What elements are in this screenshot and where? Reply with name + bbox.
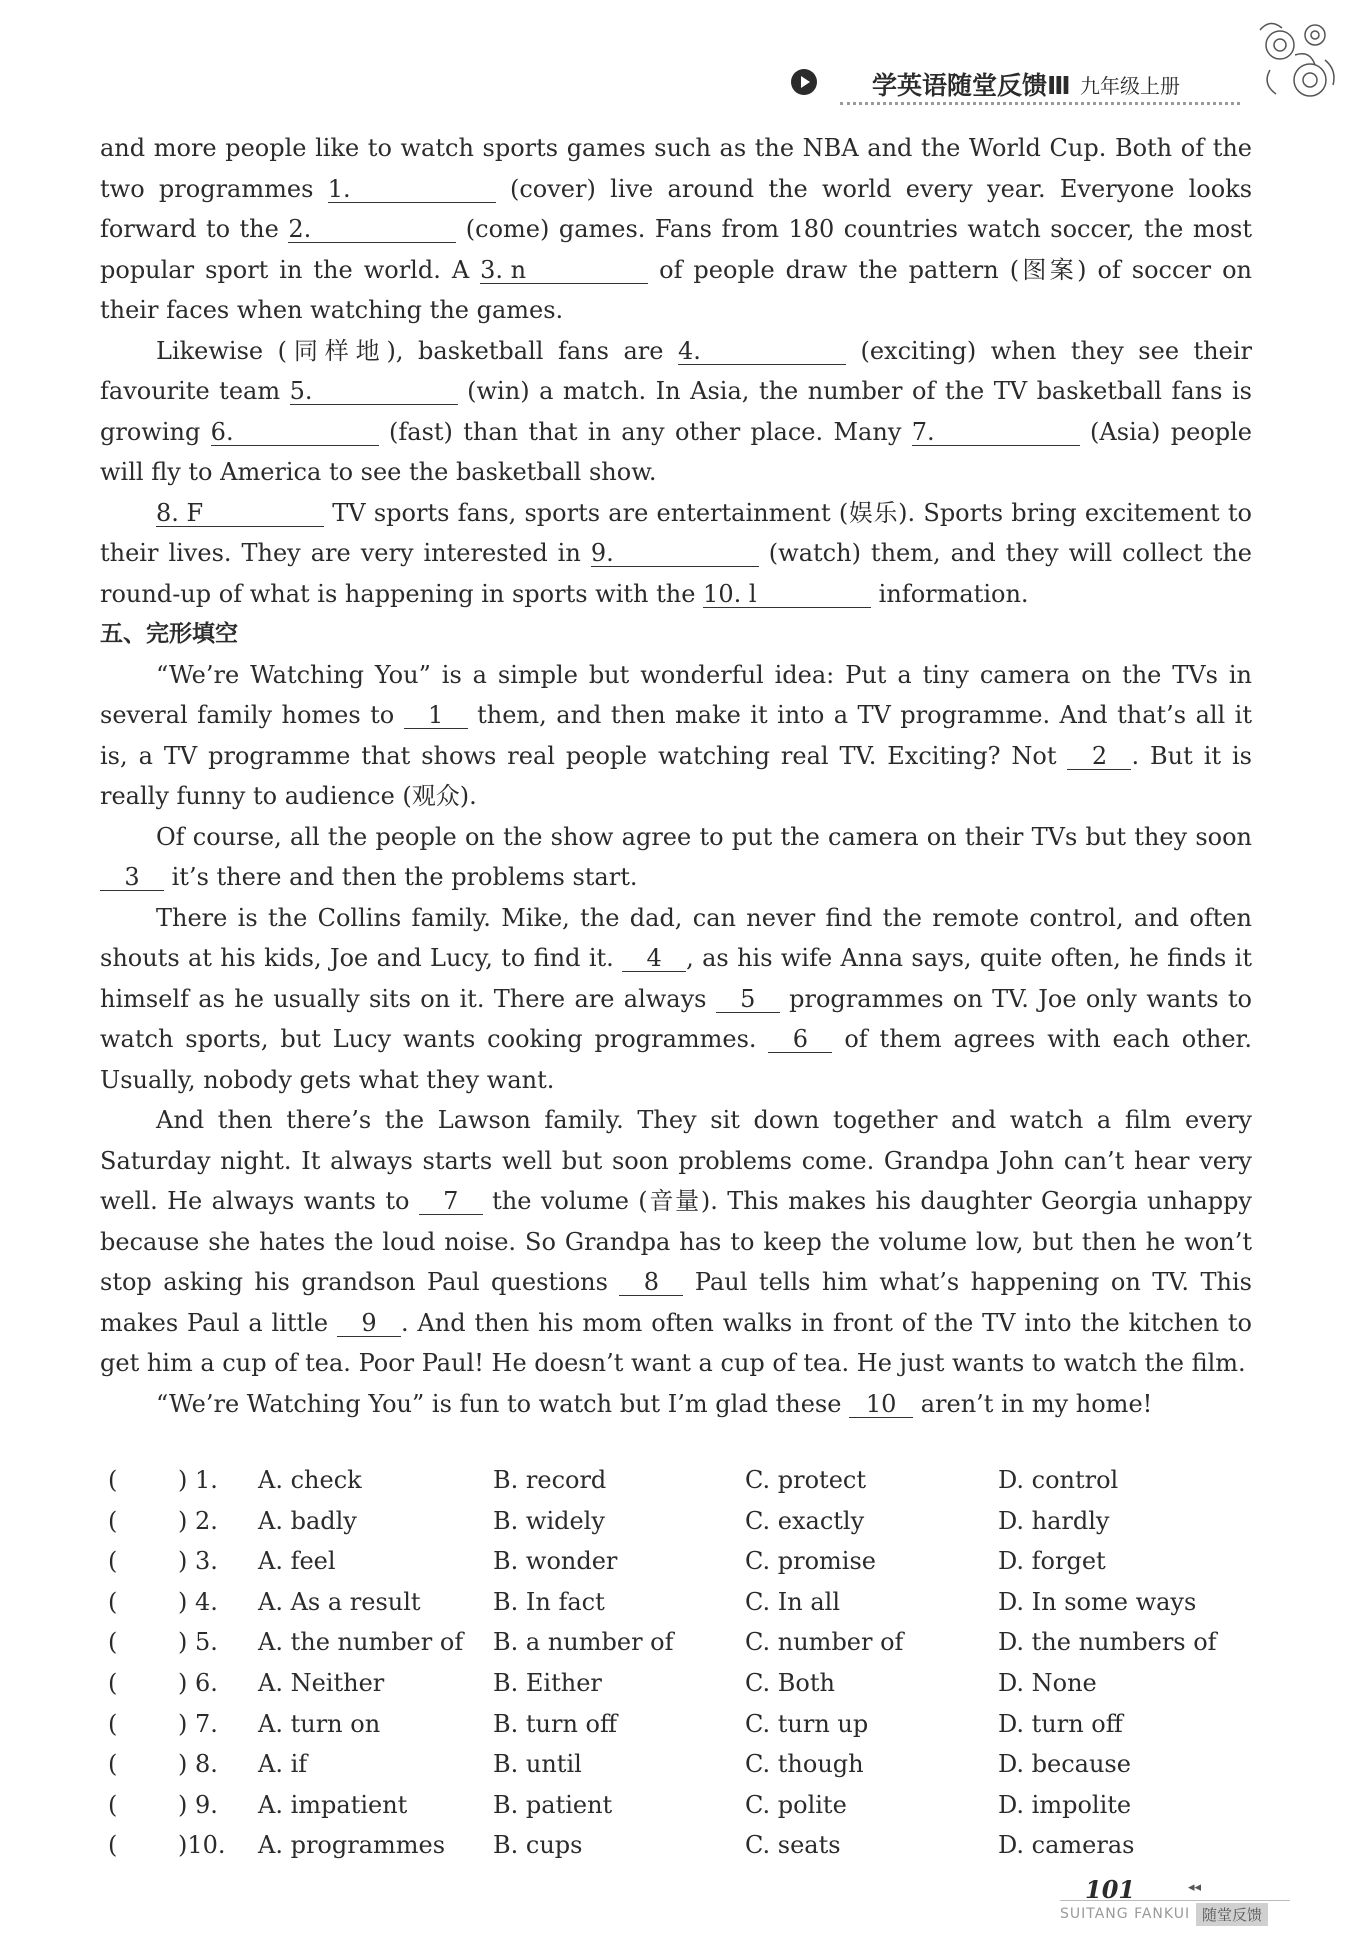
- option-b[interactable]: B. In fact: [493, 1587, 605, 1616]
- option-b[interactable]: B. until: [493, 1750, 582, 1779]
- cloze-blank[interactable]: 4: [622, 945, 686, 972]
- option-a[interactable]: A. the number of: [258, 1628, 464, 1657]
- book-title: 学英语随堂反馈Ⅲ: [872, 71, 1071, 100]
- answer-slot[interactable]: (: [108, 1587, 118, 1616]
- section-heading: 五、完形填空: [100, 621, 238, 647]
- cloze-blank[interactable]: 3: [100, 864, 164, 891]
- option-c[interactable]: C. exactly: [745, 1506, 865, 1535]
- question-number: ) 9.: [178, 1790, 218, 1819]
- question-number: ) 3.: [178, 1547, 218, 1576]
- question-row: [108, 1791, 1248, 1832]
- option-c[interactable]: C. polite: [745, 1790, 847, 1819]
- option-a[interactable]: A. Neither: [258, 1668, 385, 1697]
- paragraph: Of course, all the people on the show agree to put the camera on their TVs but they soon 3 it’s there and then the problems start.: [100, 817, 1252, 898]
- question-number: ) 2.: [178, 1506, 218, 1535]
- answer-slot[interactable]: (: [108, 1547, 118, 1576]
- arrow-left-icon: ◂◂: [1188, 1880, 1202, 1895]
- option-c[interactable]: C. promise: [745, 1547, 877, 1576]
- answer-slot[interactable]: (: [108, 1831, 118, 1860]
- cloze-blank[interactable]: 8: [619, 1269, 683, 1296]
- book-subtitle: 九年级上册: [1080, 74, 1180, 98]
- cloze-blank[interactable]: 6: [768, 1026, 832, 1053]
- answer-slot[interactable]: (: [108, 1506, 118, 1535]
- paragraph: Likewise (同样地), basketball fans are 4. (exciting) when they see their favourite team 5. (win) a match. In Asia, the number of the TV basketball fans is growing 6. (fast) than that in any other place. Many 7. (Asia) people will fly to America to see the basketball show.: [100, 336, 1253, 486]
- answer-slot[interactable]: (: [108, 1628, 118, 1657]
- option-d[interactable]: D. the numbers of: [998, 1628, 1217, 1657]
- question-number: )10.: [178, 1831, 226, 1860]
- cloze-blank[interactable]: 5: [716, 986, 780, 1013]
- option-c[interactable]: C. seats: [745, 1831, 841, 1860]
- play-icon: [790, 68, 818, 96]
- option-d[interactable]: D. hardly: [998, 1506, 1110, 1535]
- option-b[interactable]: B. Either: [493, 1668, 602, 1697]
- option-b[interactable]: B. turn off: [493, 1709, 618, 1738]
- cloze-blank[interactable]: 9: [337, 1310, 401, 1337]
- paragraph: And then there’s the Lawson family. They sit down together and watch a film every Saturday night. It always starts well but soon problems come. Grandpa John can’t hear very well. He always wants to 7 the volume (音量). This makes his daughter Georgia unhappy because she hates the loud noise. So Grandpa has to keep the volume low, but then he won’t stop asking his grandson Paul questions 8 Paul tells him what’s happening on TV. This makes Paul a little 9 . And then his mom often walks in front of the TV into the kitchen to get him a cup of tea. Poor Paul! He doesn’t want a cup of tea. He just wants to watch the film.: [100, 1106, 1253, 1377]
- answer-slot[interactable]: (: [108, 1750, 118, 1779]
- question-row: [108, 1466, 1248, 1507]
- page-number: 101: [1085, 1875, 1136, 1904]
- cloze-blank[interactable]: 2: [1067, 743, 1131, 770]
- answer-blank[interactable]: 8. F: [156, 500, 324, 527]
- answer-blank[interactable]: 1.: [328, 176, 496, 203]
- option-d[interactable]: D. because: [998, 1750, 1131, 1779]
- option-d[interactable]: D. turn off: [998, 1709, 1123, 1738]
- content-area: [100, 128, 1252, 1424]
- question-row: [108, 1831, 1248, 1872]
- question-number: ) 5.: [178, 1628, 218, 1657]
- option-a[interactable]: A. As a result: [258, 1587, 421, 1616]
- answer-blank[interactable]: 3. n: [480, 257, 648, 284]
- option-c[interactable]: C. number of: [745, 1628, 904, 1657]
- option-b[interactable]: B. cups: [493, 1831, 583, 1860]
- paragraph: There is the Collins family. Mike, the dad, can never find the remote control, and often shouts at his kids, Joe and Lucy, to find it. 4 , as his wife Anna says, quite often, he finds it himself as he usually sits on it. There are always 5 programmes on TV. Joe only wants to watch sports, but Lucy wants cooking programmes. 6 of them agrees with each other. Usually, nobody gets what they want.: [100, 903, 1253, 1094]
- option-a[interactable]: A. turn on: [258, 1709, 381, 1738]
- answer-slot[interactable]: (: [108, 1466, 118, 1494]
- paragraph: 8. F TV sports fans, sports are entertainment (娱乐). Sports bring excitement to their lives. They are very interested in 9. (watch) them, and they will collect the round-up of what is happening in sports with the 10. l information.: [100, 498, 1252, 608]
- question-number: ) 1.: [178, 1466, 218, 1494]
- question-number: ) 6.: [178, 1668, 218, 1697]
- paragraph: “We’re Watching You” is a simple but wonderful idea: Put a tiny camera on the TVs in several family homes to 1 them, and then make it into a TV programme. And that’s all it is, a TV programme that shows real people watching real TV. Exciting? Not 2 . But it is really funny to audience (观众).: [100, 660, 1252, 810]
- option-c[interactable]: C. Both: [745, 1668, 835, 1697]
- page-header: [780, 52, 1250, 112]
- flower-decoration-icon: [1240, 10, 1350, 120]
- answer-blank[interactable]: 9.: [591, 540, 759, 567]
- option-d[interactable]: D. cameras: [998, 1831, 1135, 1860]
- option-a[interactable]: A. check: [258, 1466, 362, 1494]
- question-row: [108, 1710, 1248, 1751]
- question-number: ) 7.: [178, 1709, 218, 1738]
- option-b[interactable]: B. record: [493, 1466, 607, 1494]
- answer-slot[interactable]: (: [108, 1790, 118, 1819]
- option-a[interactable]: A. programmes: [258, 1831, 446, 1860]
- option-b[interactable]: B. wonder: [493, 1547, 618, 1576]
- question-number: ) 4.: [178, 1587, 218, 1616]
- paragraph: and more people like to watch sports games such as the NBA and the World Cup. Both of the two programmes 1. (cover) live around the world every year. Everyone looks forward to the 2. (come) games. Fans from 180 countries watch soccer, the most popular sport in the world. A 3. n of people draw the pattern (图案) of soccer on their faces when watching the games.: [100, 134, 1253, 324]
- answer-blank[interactable]: 7.: [912, 419, 1080, 446]
- option-a[interactable]: A. if: [258, 1750, 308, 1779]
- header-divider: [840, 102, 1240, 105]
- answer-blank[interactable]: 2.: [288, 216, 456, 243]
- option-c[interactable]: C. though: [745, 1750, 864, 1779]
- footer-badge: 随堂反馈: [1196, 1903, 1268, 1926]
- option-c[interactable]: C. turn up: [745, 1709, 869, 1738]
- option-a[interactable]: A. badly: [258, 1506, 357, 1535]
- answer-blank[interactable]: 5.: [290, 378, 458, 405]
- question-row: [108, 1547, 1248, 1588]
- question-row: [108, 1750, 1248, 1791]
- option-d[interactable]: D. None: [998, 1668, 1097, 1697]
- answer-blank[interactable]: 4.: [678, 338, 846, 365]
- option-c[interactable]: C. protect: [745, 1466, 866, 1494]
- cloze-blank[interactable]: 1: [404, 702, 468, 729]
- question-row: [108, 1669, 1248, 1710]
- answer-blank[interactable]: 6.: [211, 419, 379, 446]
- option-b[interactable]: B. a number of: [493, 1628, 674, 1657]
- cloze-blank[interactable]: 10: [849, 1391, 913, 1418]
- option-d[interactable]: D. impolite: [998, 1790, 1132, 1819]
- paragraph: “We’re Watching You” is fun to watch but I’m glad these 10 aren’t in my home!: [156, 1389, 1153, 1418]
- question-row: [108, 1628, 1248, 1669]
- option-b[interactable]: B. patient: [493, 1790, 613, 1819]
- answer-options: [108, 1466, 1248, 1872]
- cloze-blank[interactable]: 7: [419, 1188, 483, 1215]
- option-d[interactable]: D. forget: [998, 1547, 1106, 1576]
- option-c[interactable]: C. In all: [745, 1587, 840, 1616]
- option-d[interactable]: D. In some ways: [998, 1587, 1197, 1616]
- question-row: [108, 1588, 1248, 1629]
- answer-slot[interactable]: (: [108, 1668, 118, 1697]
- option-d[interactable]: D. control: [998, 1466, 1119, 1494]
- option-b[interactable]: B. widely: [493, 1506, 605, 1535]
- question-row: [108, 1507, 1248, 1548]
- option-a[interactable]: A. impatient: [258, 1790, 408, 1819]
- option-a[interactable]: A. feel: [258, 1547, 336, 1576]
- answer-blank[interactable]: 10. l: [703, 581, 871, 608]
- question-number: ) 8.: [178, 1750, 218, 1779]
- footer-pinyin: SUITANG FANKUI: [1060, 1906, 1191, 1922]
- answer-slot[interactable]: (: [108, 1709, 118, 1738]
- footer-divider: [1060, 1900, 1290, 1901]
